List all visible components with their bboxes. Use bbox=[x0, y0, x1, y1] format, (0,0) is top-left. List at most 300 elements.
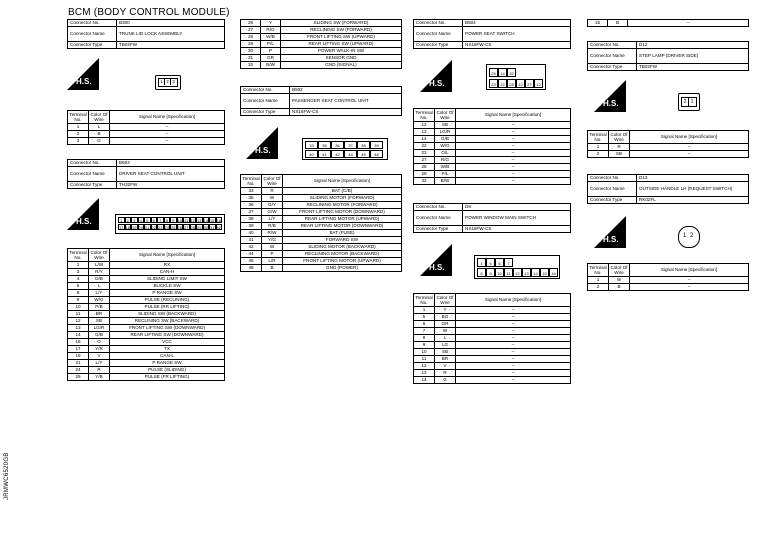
connector-type: TB02FW bbox=[117, 42, 225, 49]
wire-color: B/W bbox=[261, 62, 281, 69]
terminal-no: 2 bbox=[68, 131, 89, 138]
signal-name: FRONT LIFTING MOTOR (UPWARD) bbox=[283, 258, 402, 265]
table-row bbox=[68, 311, 225, 318]
table-row bbox=[241, 48, 402, 55]
terminal-no: 32 bbox=[241, 62, 261, 69]
wire-color: W bbox=[262, 244, 283, 251]
wire-color: L/Y bbox=[89, 360, 110, 367]
signal-name: VCC bbox=[110, 339, 225, 346]
signal-name: REAR LIFTING MOTOR (DOWNWARD) bbox=[283, 223, 402, 230]
signal-name: – bbox=[630, 277, 749, 284]
terminal-no: 6 bbox=[414, 321, 435, 328]
connector-info-d12: Connector No. D12 Connector Name STEP LAMP (DRIVER SIDE) Connector Type TB02FW bbox=[587, 41, 749, 71]
table-row bbox=[68, 297, 225, 304]
table-row bbox=[241, 20, 402, 27]
signal-name: RECLINING MOTOR (FORWARD) bbox=[283, 202, 402, 209]
signal-name: – bbox=[456, 356, 571, 363]
pin-label: 18 bbox=[125, 225, 130, 230]
connector-info-b504: Connector No. B504 Connector Name POWER SEAT SWITCH Connector Type NS16FW-CS bbox=[413, 19, 571, 49]
table-row bbox=[241, 41, 402, 48]
terminal-no: 42 bbox=[241, 244, 262, 251]
table-row bbox=[241, 230, 402, 237]
table-row bbox=[414, 122, 571, 129]
connector-face-d8 bbox=[474, 255, 560, 279]
table-row bbox=[241, 265, 402, 272]
wire-color: P bbox=[262, 251, 283, 258]
pin-label: 9 bbox=[486, 268, 495, 277]
connector-face-d12 bbox=[678, 93, 700, 111]
wire-color: P/B bbox=[89, 304, 110, 311]
terminal-no: 8 bbox=[68, 290, 89, 297]
terminal-no: 16 bbox=[68, 339, 89, 346]
connector-info-b503: Connector No. B503 Connector Name DRIVER SEAT CONTROL UNIT Connector Type TH32FW bbox=[67, 159, 225, 189]
pin-label: 39 bbox=[370, 141, 383, 149]
signal-name: FRONT LIFTING SW (UPWARD) bbox=[281, 34, 402, 41]
table-row bbox=[68, 360, 225, 367]
pin-label: 2 bbox=[125, 217, 132, 223]
pin-label: 13 bbox=[522, 268, 531, 277]
signal-name: SLIDING MOTOR (BACKWARD) bbox=[283, 244, 402, 251]
pin-label: 28 bbox=[190, 225, 195, 230]
table-row bbox=[68, 124, 225, 131]
terminal-table-d13: Terminal No. Color Of Wire Signal Name [Specification] 1 W – 2 B – bbox=[587, 263, 749, 291]
table-row bbox=[241, 258, 402, 265]
table-row bbox=[414, 143, 571, 150]
table-row bbox=[241, 34, 402, 41]
wire-color: O bbox=[89, 339, 110, 346]
terminal-no: 14 bbox=[414, 377, 435, 384]
table-row bbox=[68, 367, 225, 374]
pin-label: 12 bbox=[516, 79, 525, 88]
signal-name: CAN-L bbox=[110, 353, 225, 360]
table-row bbox=[414, 157, 571, 164]
signal-name: – bbox=[456, 171, 571, 178]
wire-color: V bbox=[435, 363, 456, 370]
signal-name: GND (POWER) bbox=[283, 265, 402, 272]
table-row bbox=[241, 27, 402, 34]
connector-no: B504 bbox=[463, 20, 571, 27]
pin-label: 7 bbox=[157, 217, 164, 223]
terminal-no: 2 bbox=[588, 284, 609, 291]
pin-label: 29 bbox=[489, 68, 498, 77]
signal-name: – bbox=[456, 335, 571, 342]
hs-icon: H.S. bbox=[67, 198, 99, 230]
pin-label: 11 bbox=[504, 268, 513, 277]
connector-name: STEP LAMP (DRIVER SIDE) bbox=[637, 49, 749, 64]
pin-label: 30 bbox=[203, 225, 208, 230]
signal-name: POWER WALK-IN SW bbox=[281, 48, 402, 55]
terminal-no: 17 bbox=[68, 346, 89, 353]
table-row bbox=[68, 131, 225, 138]
terminal-no: 3 bbox=[68, 269, 89, 276]
table-row bbox=[241, 251, 402, 258]
pin-label: 48 bbox=[370, 150, 383, 158]
signal-name: P RANGE SW bbox=[110, 360, 225, 367]
signal-name: PULSE (RECLINING) bbox=[110, 297, 225, 304]
signal-name: REAR LIFTING SW (DOWNWARD) bbox=[110, 332, 225, 339]
terminal-no: 9 bbox=[414, 342, 435, 349]
signal-name: – bbox=[456, 129, 571, 136]
pin-label: 27 bbox=[525, 79, 534, 88]
wire-color: G/B bbox=[89, 332, 110, 339]
terminal-no: 7 bbox=[414, 328, 435, 335]
signal-name: – bbox=[456, 314, 571, 321]
wire-color: LG bbox=[435, 342, 456, 349]
wire-color: R/Y bbox=[89, 269, 110, 276]
connector-type: RK02FL bbox=[637, 197, 749, 204]
wire-color: Y/R bbox=[89, 346, 110, 353]
pin-label: 1 bbox=[159, 79, 165, 85]
wire-color: V bbox=[89, 353, 110, 360]
signal-name: – bbox=[110, 124, 225, 131]
table-row bbox=[241, 62, 402, 69]
pin-label: 9 bbox=[170, 217, 177, 223]
wire-color: R/G bbox=[261, 27, 281, 34]
signal-name: BUCKLE SW bbox=[110, 283, 225, 290]
terminal-no: 11 bbox=[414, 356, 435, 363]
table-row bbox=[241, 244, 402, 251]
terminal-no: 41 bbox=[241, 237, 262, 244]
terminal-no: 13 bbox=[414, 370, 435, 377]
signal-name: PULSE (RR LIFTING) bbox=[110, 304, 225, 311]
signal-name: – bbox=[456, 370, 571, 377]
terminal-no: 12 bbox=[68, 318, 89, 325]
table-row bbox=[241, 237, 402, 244]
table-row bbox=[414, 136, 571, 143]
wire-color: W/B bbox=[261, 34, 281, 41]
table-row bbox=[588, 284, 749, 291]
table-row bbox=[68, 346, 225, 353]
connector-face-b503 bbox=[115, 214, 225, 234]
pin-label: 45 bbox=[357, 150, 370, 158]
terminal-no: 40 bbox=[241, 230, 262, 237]
pin-label: 6 bbox=[151, 217, 158, 223]
signal-name: – bbox=[456, 363, 571, 370]
wire-color: R bbox=[89, 367, 110, 374]
signal-name: – bbox=[456, 178, 571, 185]
pin-label: 8 bbox=[477, 268, 486, 277]
signal-name: FRONT LIFTING SW (DOWNWARD) bbox=[110, 325, 225, 332]
signal-name: TX bbox=[110, 346, 225, 353]
terminal-no: 12 bbox=[414, 363, 435, 370]
terminal-no: 36 bbox=[241, 202, 262, 209]
wire-color: L/Y bbox=[89, 290, 110, 297]
signal-name: – bbox=[456, 164, 571, 171]
table-row bbox=[68, 269, 225, 276]
pin-label: 10 bbox=[495, 268, 504, 277]
pin-label: 33 bbox=[305, 141, 318, 149]
pin-label: 38 bbox=[357, 141, 370, 149]
pin-label: 12 bbox=[534, 79, 543, 88]
terminal-no: 5 bbox=[68, 283, 89, 290]
pin-label: 19 bbox=[132, 225, 137, 230]
terminal-no: 23 bbox=[414, 150, 435, 157]
wire-color: L/W bbox=[89, 262, 110, 269]
connector-name: TRUNK LID LOCK ASSEMBLY bbox=[117, 27, 225, 42]
terminal-table-b300 bbox=[67, 110, 225, 145]
terminal-no: 14 bbox=[68, 332, 89, 339]
wire-color: SB bbox=[435, 122, 456, 129]
terminal-table-d8: Terminal No. Color Of Wire Signal Name [Specification] 1 Y – 5 BG – 6 GR – 7 W – 8 L – 9 LG – 10 SB – 11 BR – 12 V – 13 R – 14 G – bbox=[413, 293, 571, 384]
connector-no: B503 bbox=[117, 160, 225, 167]
pin-label: 24 bbox=[164, 225, 169, 230]
pin-label: 25 bbox=[171, 225, 176, 230]
terminal-no: 22 bbox=[414, 143, 435, 150]
table-row bbox=[414, 150, 571, 157]
wire-color: Y bbox=[261, 20, 281, 27]
pin-label: 7 bbox=[504, 258, 513, 267]
table-row bbox=[414, 370, 571, 377]
connector-type: NS16FW-CS bbox=[463, 226, 571, 233]
wire-color: L bbox=[89, 283, 110, 290]
wire-color: G bbox=[435, 377, 456, 384]
pin-label: 1 bbox=[118, 217, 125, 223]
table-row bbox=[414, 171, 571, 178]
terminal-no: 27 bbox=[241, 27, 261, 34]
terminal-no: 2 bbox=[588, 151, 609, 158]
connector-name: POWER SEAT SWITCH bbox=[463, 27, 571, 42]
signal-name: – bbox=[456, 136, 571, 143]
terminal-no: 13 bbox=[68, 325, 89, 332]
table-row bbox=[68, 374, 225, 381]
table-row bbox=[414, 164, 571, 171]
table-row bbox=[588, 151, 749, 158]
pin-label: 32 bbox=[507, 68, 516, 77]
pin-label: 4 bbox=[138, 217, 145, 223]
pin-label: 29 bbox=[197, 225, 202, 230]
terminal-no: 3 bbox=[68, 138, 89, 145]
table-row bbox=[68, 304, 225, 311]
wire-color: W/B bbox=[435, 164, 456, 171]
connector-name: OUTSIDE HANDLE LH (REQUEST SWITCH) bbox=[637, 182, 749, 197]
connector-info-d8: Connector No. D8 Connector Name POWER WINDOW MAIN SWITCH Connector Type NS16FW-CS bbox=[413, 203, 571, 233]
terminal-no: 1 bbox=[588, 277, 609, 284]
terminal-no: 33 bbox=[241, 188, 262, 195]
pin-label: 5 bbox=[486, 258, 495, 267]
signal-name: – bbox=[456, 122, 571, 129]
pin-label: 1 bbox=[683, 233, 687, 239]
table-row bbox=[68, 325, 225, 332]
wire-color: G/Y bbox=[262, 202, 283, 209]
wire-color: Y bbox=[435, 307, 456, 314]
wire-color: W/G bbox=[435, 143, 456, 150]
terminal-no: 28 bbox=[241, 34, 261, 41]
wire-color: G bbox=[89, 138, 110, 145]
table-row bbox=[241, 202, 402, 209]
terminal-no: 11 bbox=[68, 311, 89, 318]
pin-label: 12 bbox=[513, 268, 522, 277]
terminal-no: 37 bbox=[241, 209, 262, 216]
terminal-no: 10 bbox=[68, 304, 89, 311]
pin-label: 6 bbox=[495, 258, 504, 267]
wire-color: P/L bbox=[435, 171, 456, 178]
wire-color: W bbox=[609, 277, 630, 284]
signal-name: SLIDING SW (BACKWARD) bbox=[110, 311, 225, 318]
signal-name: – bbox=[628, 20, 749, 27]
wire-color: BR bbox=[89, 311, 110, 318]
table-row bbox=[414, 342, 571, 349]
terminal-no: 35 bbox=[241, 195, 262, 202]
terminal-no: 31 bbox=[241, 55, 261, 62]
terminal-no: 24 bbox=[68, 367, 89, 374]
pin-label: 27 bbox=[184, 225, 189, 230]
signal-name: RX bbox=[110, 262, 225, 269]
terminal-no: 26 bbox=[241, 20, 261, 27]
col-terminal: Terminal No. bbox=[69, 111, 87, 122]
connector-no: B300 bbox=[117, 20, 225, 27]
wire-color: B/W bbox=[435, 178, 456, 185]
hs-icon: H.S. bbox=[594, 80, 626, 112]
terminal-table-b502: Terminal No. Color Of Wire Signal Name [Specification] 33 R BAT (C/B) 35 W SLIDING MOTOR (FORWARD) 36 G/Y RECLINING MOTOR (FORWARD) 37 G/W FRONT LIFTING MOTOR (DOWNWARD) 38 L/Y REAR LIFTING MOTOR (UPWARD) 39 R/B REAR LIFTING MOTOR (DOWNWARD) 40 R/W BAT (FUSE) 41 Y/G FORWARD SW 42 W SLIDING MOTOR (BACKWARD) 44 P RECLINING MOTOR (BACKWARD) 45 L/R FRONT LIFTING MOTOR (UPWARD) 48 B GND (POWER) bbox=[240, 174, 402, 272]
terminal-no: 27 bbox=[414, 157, 435, 164]
signal-name: – bbox=[456, 377, 571, 384]
signal-name: SENSOR GND bbox=[281, 55, 402, 62]
pin-label: 1 bbox=[690, 99, 694, 105]
wire-color: R bbox=[262, 188, 283, 195]
pin-label: 32 bbox=[216, 225, 221, 230]
signal-name: FRONT LIFTING MOTOR (DOWNWARD) bbox=[283, 209, 402, 216]
table-row bbox=[414, 349, 571, 356]
table-row bbox=[414, 335, 571, 342]
terminal-no: 44 bbox=[241, 251, 262, 258]
pin-label: 10 bbox=[177, 218, 182, 223]
connector-no: D8 bbox=[463, 204, 571, 211]
signal-name: – bbox=[456, 349, 571, 356]
signal-name: P RANGE SW bbox=[110, 290, 225, 297]
table-row bbox=[241, 188, 402, 195]
terminal-table-d8-cont bbox=[587, 19, 749, 27]
table-row bbox=[68, 318, 225, 325]
pin-label: 37 bbox=[344, 141, 357, 149]
terminal-no: 1 bbox=[68, 262, 89, 269]
terminal-no: 15 bbox=[588, 20, 608, 27]
pin-label: 35 bbox=[318, 141, 331, 149]
wire-color: B bbox=[262, 265, 283, 272]
signal-name: REAR LIFTING MOTOR (UPWARD) bbox=[283, 216, 402, 223]
terminal-no: 10 bbox=[414, 349, 435, 356]
connector-name: POWER WINDOW MAIN SWITCH bbox=[463, 211, 571, 226]
wire-color: GR bbox=[435, 321, 456, 328]
table-row bbox=[414, 356, 571, 363]
col-color: Color Of Wire bbox=[90, 111, 108, 122]
terminal-no: 5 bbox=[414, 314, 435, 321]
connector-type: NS16FW-CS bbox=[290, 109, 402, 116]
table-row bbox=[241, 223, 402, 230]
pin-label: 41 bbox=[318, 150, 331, 158]
connector-info-d13: Connector No. D13 Connector Name OUTSIDE HANDLE LH (REQUEST SWITCH) Connector Type RK02FL bbox=[587, 174, 749, 204]
signal-name: RECLINING SW (BACKWARD) bbox=[110, 318, 225, 325]
terminal-no: 45 bbox=[241, 258, 262, 265]
hs-icon: H.S. bbox=[67, 58, 99, 90]
signal-name: FORWARD SW bbox=[283, 237, 402, 244]
table-row bbox=[414, 377, 571, 384]
pin-label: 14 bbox=[498, 68, 507, 77]
table-row bbox=[414, 178, 571, 185]
signal-name: – bbox=[630, 144, 749, 151]
wire-color: Y/B bbox=[89, 374, 110, 381]
wire-color: BR bbox=[435, 356, 456, 363]
signal-name: – bbox=[456, 157, 571, 164]
pin-label: 31 bbox=[210, 225, 215, 230]
table-row bbox=[414, 314, 571, 321]
table-row bbox=[414, 328, 571, 335]
pin-label: 11 bbox=[184, 218, 189, 223]
wire-color: W bbox=[262, 195, 283, 202]
image-code: JRMWC6520GB bbox=[4, 452, 10, 500]
pin-label: 16 bbox=[549, 268, 558, 277]
signal-name: BAT (C/B) bbox=[283, 188, 402, 195]
pin-label: 3 bbox=[172, 79, 175, 84]
table-row bbox=[241, 55, 402, 62]
pin-label: 23 bbox=[489, 79, 498, 88]
connector-type: TB02FW bbox=[637, 64, 749, 71]
signal-name: BAT (FUSE) bbox=[283, 230, 402, 237]
connector-type: TH32FW bbox=[117, 182, 225, 189]
terminal-no: 1 bbox=[588, 144, 609, 151]
terminal-no: 29 bbox=[414, 171, 435, 178]
wire-color: SB bbox=[89, 318, 110, 325]
pin-label: 2 bbox=[165, 79, 171, 85]
connector-face-d13 bbox=[678, 226, 700, 248]
connector-no: B502 bbox=[290, 87, 402, 94]
connector-face-b300 bbox=[155, 75, 181, 90]
terminal-no: 8 bbox=[414, 335, 435, 342]
terminal-no: 14 bbox=[414, 136, 435, 143]
signal-name: – bbox=[456, 150, 571, 157]
pin-label: 22 bbox=[498, 79, 507, 88]
pin-label: 36 bbox=[331, 141, 344, 149]
page-title: BCM (BODY CONTROL MODULE) bbox=[68, 7, 230, 18]
table-row bbox=[241, 216, 402, 223]
pin-label: 16 bbox=[216, 218, 221, 223]
table-row bbox=[588, 144, 749, 151]
connector-info-b300: Connector No. B300 Connector Name TRUNK LID LOCK ASSEMBLY Connector Type TB02FW bbox=[67, 19, 225, 49]
terminal-no: 19 bbox=[68, 353, 89, 360]
signal-name: – bbox=[630, 284, 749, 291]
terminal-no: 21 bbox=[68, 360, 89, 367]
signal-name: – bbox=[630, 151, 749, 158]
pin-label: 21 bbox=[145, 225, 150, 230]
terminal-no: 30 bbox=[241, 48, 261, 55]
table-row bbox=[68, 353, 225, 360]
signal-name: – bbox=[456, 321, 571, 328]
wire-color: P/L bbox=[261, 41, 281, 48]
signal-name: REAR LIFTING SW (UPWARD) bbox=[281, 41, 402, 48]
pin-label: 28 bbox=[507, 79, 516, 88]
signal-name: PULSE (SLIDING) bbox=[110, 367, 225, 374]
table-row bbox=[68, 138, 225, 145]
terminal-no: 28 bbox=[414, 164, 435, 171]
wire-color: GR bbox=[261, 55, 281, 62]
wire-color: G/W bbox=[262, 209, 283, 216]
terminal-no: 1 bbox=[414, 307, 435, 314]
pin-label: 42 bbox=[331, 150, 344, 158]
wire-color: O/B bbox=[89, 276, 110, 283]
pin-label: 15 bbox=[540, 268, 549, 277]
col-signal: Signal Name [Specification] bbox=[110, 111, 225, 124]
pin-label: 22 bbox=[151, 225, 156, 230]
pin-label: 8 bbox=[164, 217, 171, 223]
table-row bbox=[241, 195, 402, 202]
pin-label: 44 bbox=[344, 150, 357, 158]
table-row bbox=[68, 262, 225, 269]
pin-label: 14 bbox=[203, 218, 208, 223]
pin-label: 2 bbox=[682, 98, 689, 106]
signal-name: – bbox=[456, 307, 571, 314]
pin-label: 5 bbox=[144, 217, 151, 223]
pin-label: 23 bbox=[158, 225, 163, 230]
pin-label: 40 bbox=[305, 150, 318, 158]
